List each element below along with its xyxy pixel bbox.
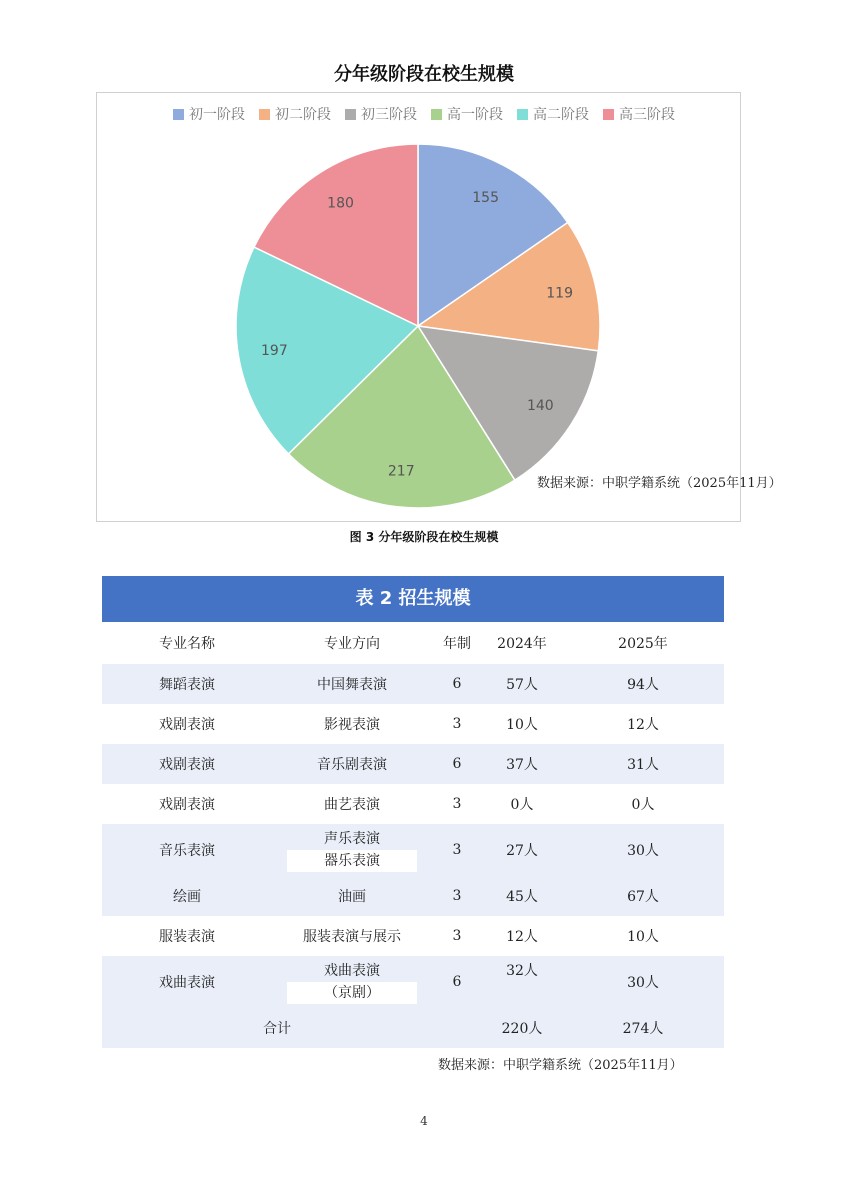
table-row	[102, 664, 724, 704]
header-2024: 2024年	[497, 636, 547, 652]
cell-2025: 30人	[627, 975, 659, 991]
table-total-row	[102, 1008, 724, 1048]
table-source-note: 数据来源：中职学籍系统（2025年11月）	[438, 1058, 683, 1073]
page-number: 4	[420, 1114, 428, 1128]
header-years: 年制	[443, 636, 471, 652]
cell-major: 戏剧表演	[159, 757, 215, 773]
chart-title: 分年级阶段在校生规模	[334, 64, 514, 85]
cell-major: 戏剧表演	[159, 797, 215, 813]
cell-2025: 94人	[627, 677, 659, 693]
chart-source-note: 数据来源：中职学籍系统（2025年11月）	[537, 476, 782, 491]
cell-2024: 57人	[506, 677, 538, 693]
table-row	[102, 876, 724, 916]
cell-years: 3	[452, 888, 462, 904]
figure-caption: 图 3 分年级阶段在校生规模	[349, 530, 499, 544]
cell-years: 3	[452, 928, 462, 944]
cell-years: 3	[452, 842, 462, 858]
table-row	[102, 744, 724, 784]
table-row	[102, 956, 724, 1008]
cell-direction	[272, 824, 432, 876]
direction-line-2: （京剧）	[287, 982, 417, 1004]
pie-data-label: 180	[327, 195, 354, 212]
header-2025: 2025年	[618, 636, 668, 652]
cell-2025: 67人	[627, 889, 659, 905]
header-major: 专业名称	[159, 636, 215, 652]
table-title: 表 2 招生规模	[102, 576, 724, 622]
cell-major: 音乐表演	[159, 843, 215, 859]
enrollment-table-grid	[102, 622, 724, 1048]
cell-years: 6	[452, 974, 462, 990]
table-row	[102, 784, 724, 824]
cell-major: 绘画	[173, 889, 201, 905]
cell-major: 舞蹈表演	[159, 677, 215, 693]
table-row	[102, 704, 724, 744]
cell-2024: 32人	[506, 963, 538, 979]
legend-label: 初一阶段	[189, 107, 245, 123]
pie-chart	[0, 0, 848, 530]
cell-years: 3	[452, 796, 462, 812]
table-row	[102, 824, 724, 876]
cell-2024: 0人	[510, 797, 534, 813]
total-2024: 220人	[501, 1021, 543, 1037]
total-label: 合计	[263, 1021, 291, 1037]
table-header-row	[102, 622, 724, 664]
pie-data-label: 140	[526, 397, 554, 414]
direction-line-1: 戏曲表演	[324, 963, 380, 979]
cell-years: 3	[452, 716, 462, 732]
cell-2024: 37人	[506, 757, 538, 773]
direction-line-2: 器乐表演	[287, 850, 417, 872]
cell-major: 戏剧表演	[159, 717, 215, 733]
enrollment-table	[102, 576, 724, 1048]
cell-major: 戏曲表演	[159, 975, 215, 991]
cell-major: 服装表演	[159, 929, 215, 945]
cell-years: 6	[452, 676, 462, 692]
cell-years: 6	[452, 756, 462, 772]
cell-2024: 12人	[506, 929, 538, 945]
legend-label: 高二阶段	[533, 107, 589, 123]
cell-2024: 10人	[506, 717, 538, 733]
cell-direction: 中国舞表演	[317, 677, 387, 693]
pie-data-label: 119	[546, 285, 574, 302]
cell-direction: 油画	[338, 889, 366, 905]
cell-2024: 45人	[506, 889, 538, 905]
cell-direction: 音乐剧表演	[317, 757, 387, 773]
cell-direction: 服装表演与展示	[303, 929, 401, 945]
cell-direction: 曲艺表演	[324, 797, 380, 813]
cell-2025: 31人	[627, 757, 659, 773]
cell-2025: 12人	[627, 717, 659, 733]
table-row	[102, 916, 724, 956]
cell-2025: 10人	[627, 929, 659, 945]
legend-label: 初二阶段	[275, 107, 331, 123]
legend-label: 高一阶段	[447, 107, 503, 123]
total-2025: 274人	[622, 1021, 664, 1037]
legend-label: 初三阶段	[361, 107, 417, 123]
direction-line-1: 声乐表演	[324, 831, 380, 847]
pie-data-label: 217	[387, 463, 415, 480]
cell-direction	[272, 956, 432, 1008]
cell-2025: 0人	[631, 797, 655, 813]
cell-direction: 影视表演	[324, 717, 380, 733]
pie-data-label: 197	[261, 342, 288, 359]
header-direction: 专业方向	[324, 636, 380, 652]
cell-2025: 30人	[627, 843, 659, 859]
cell-2024: 27人	[506, 843, 538, 859]
legend-label: 高三阶段	[619, 107, 675, 123]
pie-data-label: 155	[472, 190, 499, 207]
